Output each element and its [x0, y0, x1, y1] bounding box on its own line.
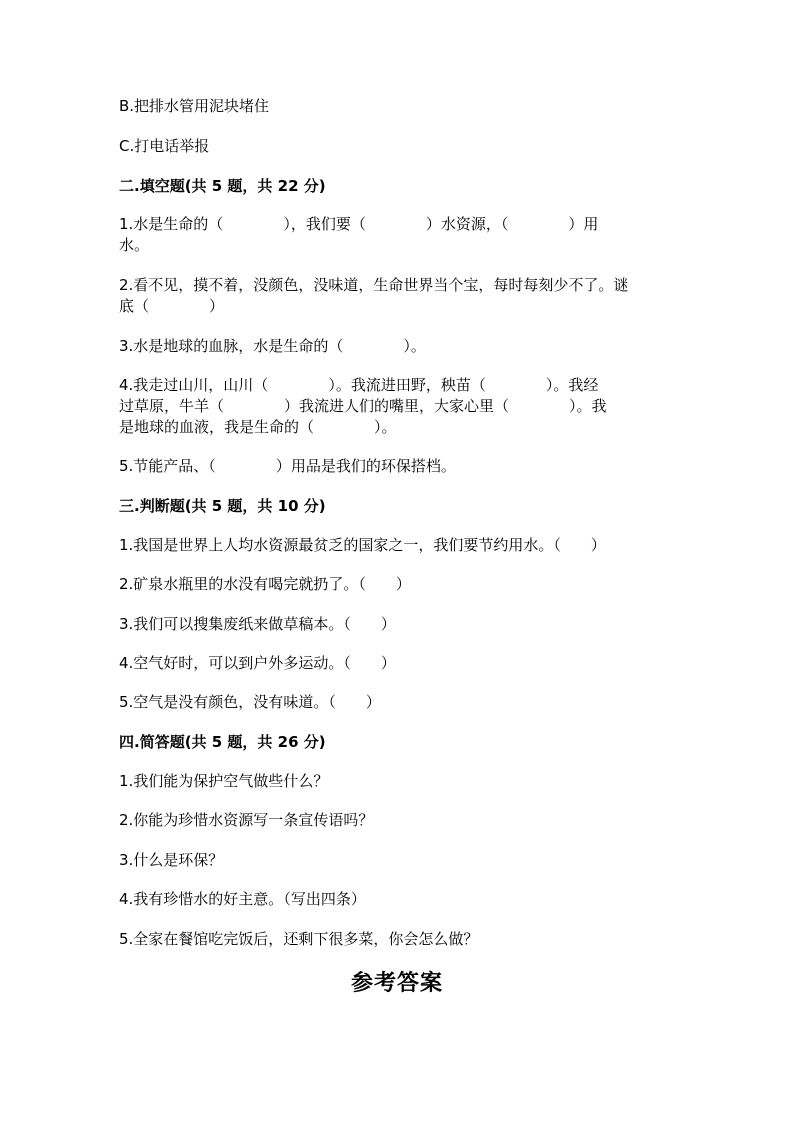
answer-key-title: 参考答案: [350, 970, 443, 996]
section-heading-fill-blank: 二.填空题(共 5 题，共 22 分): [119, 177, 326, 195]
section-heading-true-false: 三.判断题(共 5 题，共 10 分): [119, 497, 326, 515]
true-false-q4: 4.空气好时，可以到户外多运动。（ ）: [119, 654, 396, 672]
short-answer-q4: 4.我有珍惜水的好主意。（写出四条）: [119, 890, 366, 908]
fill-blank-q5: 5.节能产品、（ ）用品是我们的环保搭档。: [119, 457, 456, 475]
true-false-q3: 3.我们可以搜集废纸来做草稿本。（ ）: [119, 615, 396, 633]
true-false-q2: 2.矿泉水瓶里的水没有喝完就扔了。（ ）: [119, 575, 411, 593]
short-answer-q5: 5.全家在餐馆吃完饭后，还剩下很多菜，你会怎么做？: [119, 930, 479, 948]
true-false-q5: 5.空气是没有颜色，没有味道。（ ）: [119, 693, 381, 711]
short-answer-q2: 2.你能为珍惜水资源写一条宣传语吗？: [119, 811, 374, 829]
section-heading-short-answer: 四.简答题(共 5 题，共 26 分): [119, 733, 326, 751]
fill-blank-q1-line2: 水。: [119, 236, 150, 254]
option-c: C.打电话举报: [119, 137, 210, 155]
fill-blank-q2-line1: 2.看不见，摸不着，没颜色，没味道，生命世界当个宝，每时每刻少不了。谜: [119, 276, 629, 294]
short-answer-q3: 3.什么是环保？: [119, 851, 224, 869]
fill-blank-q4-line3: 是地球的血液，我是生命的（ ）。: [119, 418, 397, 436]
fill-blank-q1-line1: 1.水是生命的（ ），我们要（ ）水资源，（ ）用: [119, 215, 599, 233]
short-answer-q1: 1.我们能为保护空气做些什么？: [119, 772, 329, 790]
true-false-q1: 1.我国是世界上人均水资源最贫乏的国家之一，我们要节约用水。（ ）: [119, 536, 606, 554]
fill-blank-q2-line2: 底（ ）: [119, 297, 225, 315]
option-b: B.把排水管用泥块堵住: [119, 97, 270, 115]
fill-blank-q4-line2: 过草原，牛羊（ ）我流进人们的嘴里，大家心里（ ）。我: [119, 397, 607, 415]
fill-blank-q4-line1: 4.我走过山川，山川（ ）。我流进田野，秧苗（ ）。我经: [119, 376, 599, 394]
fill-blank-q3: 3.水是地球的血脉，水是生命的（ ）。: [119, 337, 426, 355]
